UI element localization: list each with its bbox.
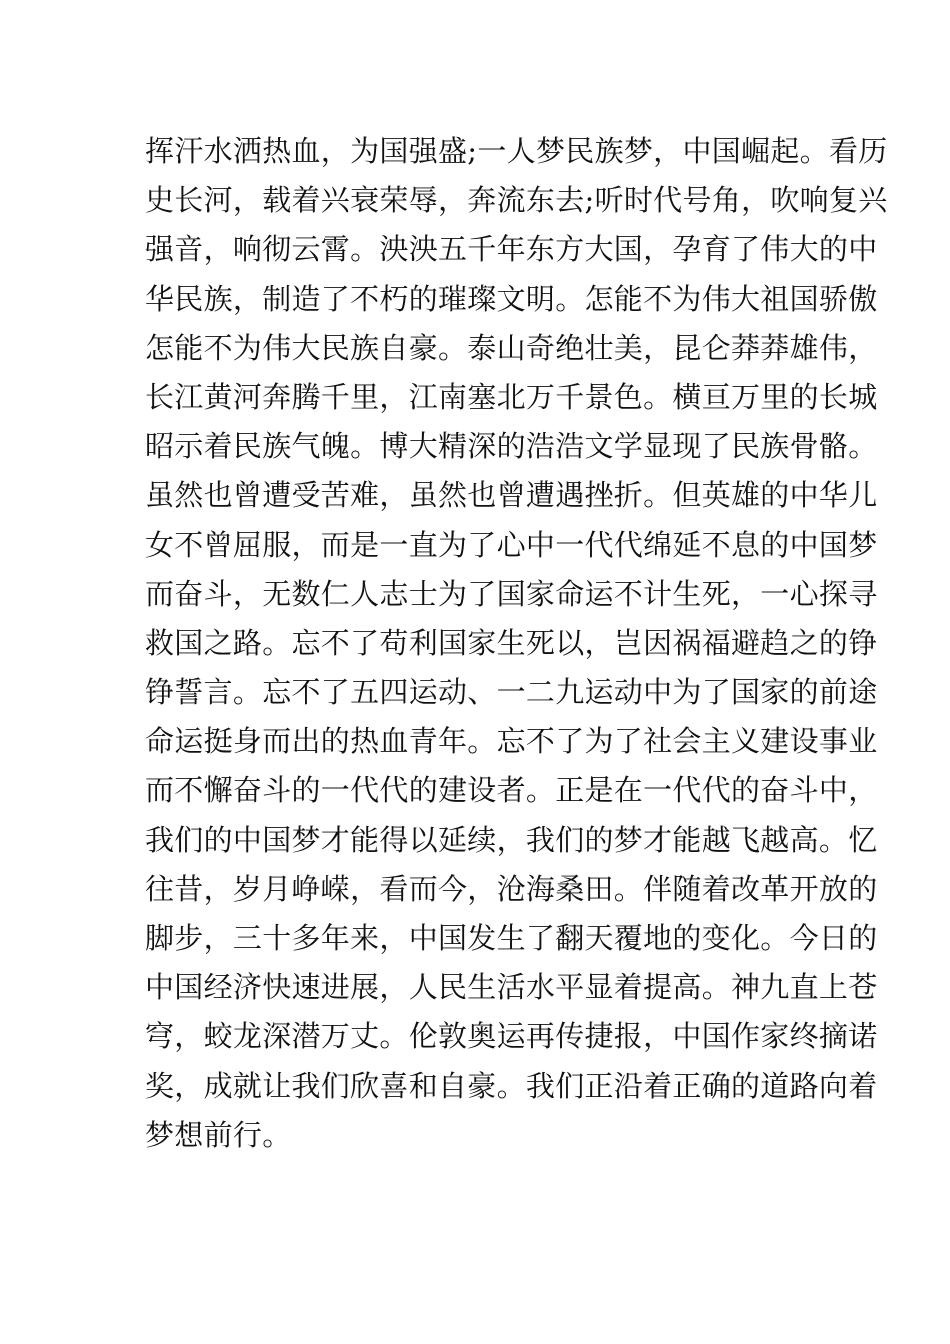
text-line: 铮誓言。忘不了五四运动、一二九运动中为了国家的前途 bbox=[145, 675, 878, 710]
text-line: 中国经济快速进展，人民生活水平显着提高。神九直上苍 bbox=[145, 970, 878, 1005]
text-line: 往昔，岁月峥嵘，看而今，沧海桑田。伴随着改革开放的 bbox=[145, 871, 878, 906]
text-line: 昭示着民族气魄。博大精深的浩浩文学显现了民族骨骼。 bbox=[145, 429, 878, 464]
text-line: 挥汗水洒热血，为国强盛;一人梦民族梦，中国崛起。看历 bbox=[145, 134, 888, 168]
text-line: 命运挺身而出的热血青年。忘不了为了社会主义建设事业 bbox=[145, 724, 878, 759]
text-line: 强音，响彻云霄。泱泱五千年东方大国，孕育了伟大的中 bbox=[145, 232, 878, 267]
text-line: 梦想前行。 bbox=[145, 1117, 292, 1152]
text-line: 我们的中国梦才能得以延续，我们的梦才能越飞越高。忆 bbox=[145, 822, 878, 857]
text-line: 奖，成就让我们欣喜和自豪。我们正沿着正确的道路向着 bbox=[145, 1068, 878, 1103]
text-line: 虽然也曾遭受苦难，虽然也曾遭遇挫折。但英雄的中华儿 bbox=[145, 478, 878, 513]
text-line: 史长河，载着兴衰荣辱，奔流东去;听时代号角，吹响复兴 bbox=[145, 183, 888, 218]
text-line: 而奋斗，无数仁人志士为了国家命运不计生死，一心探寻 bbox=[145, 576, 878, 611]
text-line: 怎能不为伟大民族自豪。泰山奇绝壮美，昆仑莽莽雄伟， bbox=[145, 330, 878, 365]
text-line: 长江黄河奔腾千里，江南塞北万千景色。横亘万里的长城 bbox=[145, 379, 878, 414]
text-line: 脚步，三十多年来，中国发生了翻天覆地的变化。今日的 bbox=[145, 921, 878, 955]
text-line: 而不懈奋斗的一代代的建设者。正是在一代代的奋斗中， bbox=[145, 773, 878, 808]
text-line: 女不曾屈服，而是一直为了心中一代代绵延不息的中国梦 bbox=[145, 527, 878, 562]
body-text bbox=[145, 127, 888, 1160]
text-line: 华民族，制造了不朽的璀璨文明。怎能不为伟大祖国骄傲 bbox=[145, 281, 878, 316]
text-line: 救国之路。忘不了苟利国家生死以，岂因祸福避趋之的铮 bbox=[145, 625, 878, 660]
text-line: 穹，蛟龙深潜万丈。伦敦奥运再传捷报，中国作家终摘诺 bbox=[145, 1019, 878, 1054]
